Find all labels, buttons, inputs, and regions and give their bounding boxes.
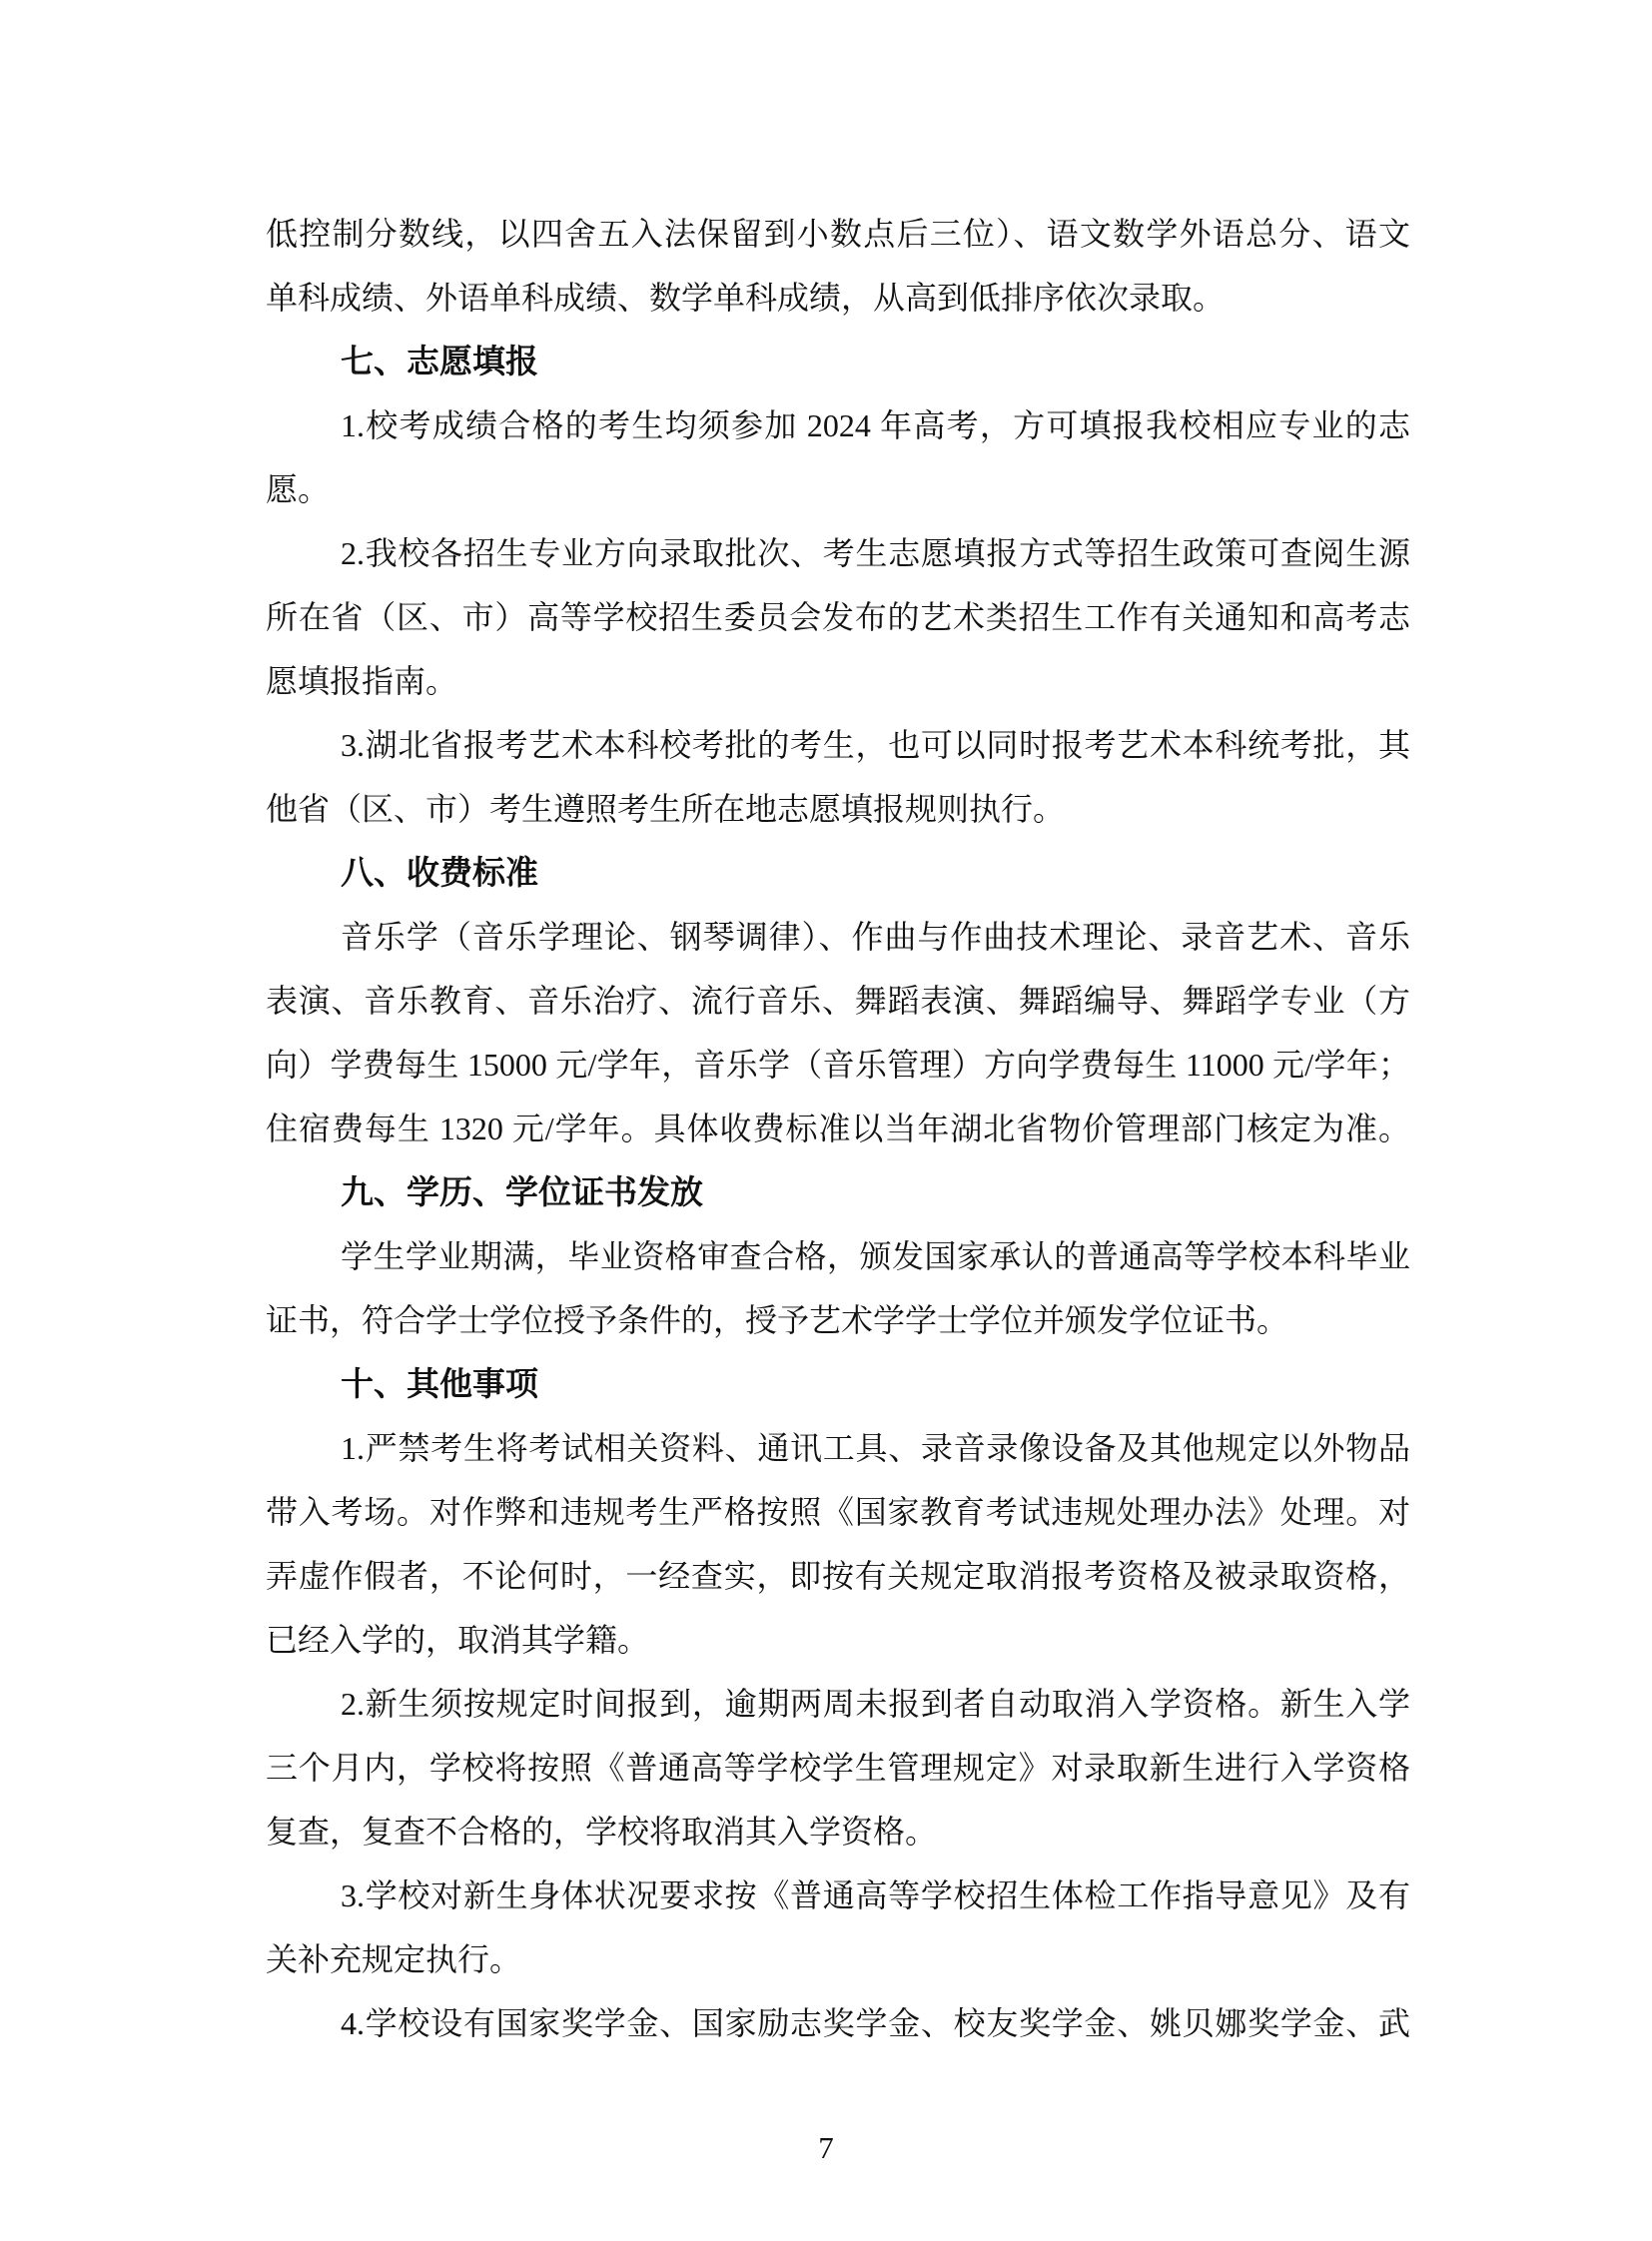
text-line: 复查，复查不合格的，学校将取消其入学资格。 — [266, 1814, 938, 1850]
text-line: 证书，符合学士学位授予条件的，授予艺术学学士学位并颁发学位证书。 — [266, 1302, 1289, 1338]
document-body — [266, 202, 1410, 2055]
text-line: 2.新生须按规定时间报到，逾期两周未报到者自动取消入学资格。新生入学 — [341, 1686, 1410, 1722]
text-line: 他省（区、市）考生遵照考生所在地志愿填报规则执行。 — [266, 791, 1066, 827]
text-line: 低控制分数线，以四舍五入法保留到小数点后三位）、语文数学外语总分、语文 — [266, 216, 1410, 252]
text-line: 音乐学（音乐学理论、钢琴调律）、作曲与作曲技术理论、录音艺术、音乐 — [341, 919, 1410, 955]
text-line: 愿。 — [266, 471, 331, 507]
text-line: 1.严禁考生将考试相关资料、通讯工具、录音录像设备及其他规定以外物品 — [341, 1430, 1410, 1466]
text-line: 关补充规定执行。 — [266, 1941, 522, 1977]
heading-section-8: 八、收费标准 — [341, 854, 538, 891]
page-number: 7 — [818, 2130, 834, 2165]
text-line: 1.校考成绩合格的考生均须参加 2024 年高考，方可填报我校相应专业的志 — [341, 407, 1410, 443]
text-line: 带入考场。对作弊和违规考生严格按照《国家教育考试违规处理办法》处理。对 — [266, 1494, 1410, 1530]
text-line: 向）学费每生 15000 元/学年，音乐学（音乐管理）方向学费每生 11000 元/学年； — [266, 1047, 1410, 1083]
text-line: 弄虚作假者，不论何时，一经查实，即按有关规定取消报考资格及被录取资格， — [266, 1558, 1410, 1594]
heading-section-9: 九、学历、学位证书发放 — [341, 1173, 703, 1210]
heading-section-7: 七、志愿填报 — [341, 343, 538, 379]
text-line: 单科成绩、外语单科成绩、数学单科成绩，从高到低排序依次录取。 — [266, 280, 1226, 316]
text-line: 2.我校各招生专业方向录取批次、考生志愿填报方式等招生政策可查阅生源 — [341, 535, 1410, 571]
text-line: 4.学校设有国家奖学金、国家励志奖学金、校友奖学金、姚贝娜奖学金、武 — [341, 2005, 1410, 2041]
text-line: 3.学校对新生身体状况要求按《普通高等学校招生体检工作指导意见》及有 — [341, 1877, 1410, 1913]
text-line: 已经入学的，取消其学籍。 — [266, 1622, 650, 1658]
text-line: 表演、音乐教育、音乐治疗、流行音乐、舞蹈表演、舞蹈编导、舞蹈学专业（方 — [266, 983, 1410, 1019]
text-line: 所在省（区、市）高等学校招生委员会发布的艺术类招生工作有关通知和高考志 — [266, 599, 1410, 635]
heading-section-10: 十、其他事项 — [341, 1365, 538, 1402]
text-line: 学生学业期满，毕业资格审查合格，颁发国家承认的普通高等学校本科毕业 — [341, 1238, 1410, 1274]
text-line: 3.湖北省报考艺术本科校考批的考生，也可以同时报考艺术本科统考批，其 — [341, 727, 1410, 763]
text-line: 愿填报指南。 — [266, 663, 458, 699]
text-line: 三个月内，学校将按照《普通高等学校学生管理规定》对录取新生进行入学资格 — [266, 1750, 1410, 1786]
text-line: 住宿费每生 1320 元/学年。具体收费标准以当年湖北省物价管理部门核定为准。 — [266, 1111, 1410, 1146]
